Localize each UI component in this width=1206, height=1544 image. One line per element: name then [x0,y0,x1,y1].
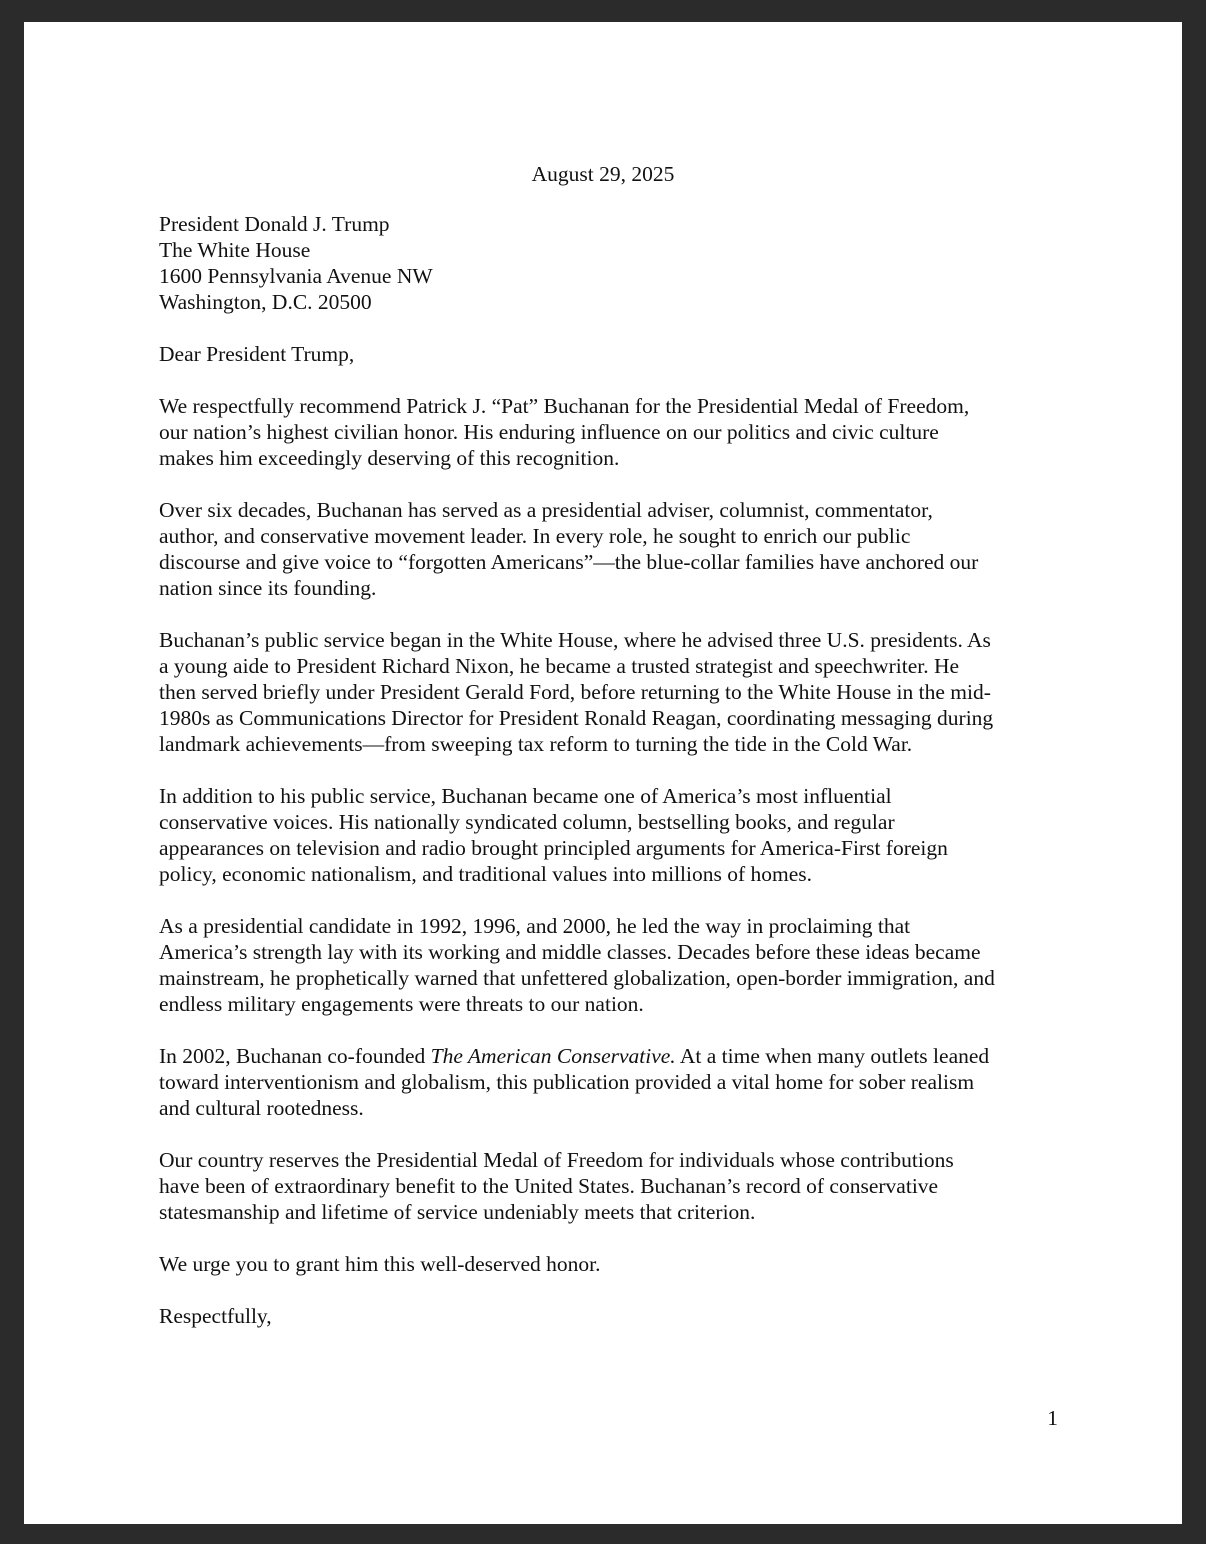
paragraph-line: toward interventionism and globalism, this publication provided a vital home for sober realism [159,1070,975,1094]
paragraph-line: appearances on television and radio brought principled arguments for America-First foreign [159,836,948,860]
paragraph-line: 1980s as Communications Director for President Ronald Reagan, coordinating messaging during [159,706,994,730]
paragraph-line [159,1043,1059,1069]
paragraph-4 [159,783,1059,887]
paragraph-line: As a presidential candidate in 1992, 1996, and 2000, he led the way in proclaiming that [159,914,911,938]
paragraph-line: We urge you to grant him this well-deserved honor. [159,1252,601,1276]
paragraph-2 [159,497,1059,601]
paragraph-text: At a time when many outlets leaned [675,1044,990,1068]
paragraph-line: Over six decades, Buchanan has served as a presidential adviser, columnist, commentator, [159,498,933,522]
letter-date: August 29, 2025 [531,162,675,186]
paragraph-line: Buchanan’s public service began in the White House, where he advised three U.S. presidents. As [159,628,991,652]
paragraph-line: landmark achievements—from sweeping tax reform to turning the tide in the Cold War. [159,732,913,756]
paragraph-line: discourse and give voice to “forgotten Americans”—the blue-collar families have anchored our [159,550,979,574]
paragraph-line: and cultural rootedness. [159,1096,364,1120]
paragraph-line: author, and conservative movement leader. In every role, he sought to enrich our public [159,524,911,548]
paragraph-line: mainstream, he prophetically warned that unfettered globalization, open-border immigration, and [159,966,995,990]
salutation: Dear President Trump, [159,342,355,366]
paragraph-8 [159,1251,1059,1277]
paragraph-line: policy, economic nationalism, and traditional values into millions of homes. [159,862,813,886]
paragraph-line: America’s strength lay with its working and middle classes. Decades before these ideas became [159,940,981,964]
address-line: Washington, D.C. 20500 [159,290,372,314]
paragraph-line: makes him exceedingly deserving of this recognition. [159,446,620,470]
paragraph-1 [159,393,1059,471]
paragraph-5 [159,913,1059,1017]
paragraph-line: then served briefly under President Gerald Ford, before returning to the White House in the mid- [159,680,991,704]
paragraph-3 [159,627,1059,757]
address-line: 1600 Pennsylvania Avenue NW [159,264,433,288]
letter-page [24,22,1182,1524]
publication-title: The American Conservative. [430,1044,676,1068]
letter-body [159,211,1059,1329]
page-number: 1 [1047,1406,1058,1430]
paragraph-line: statesmanship and lifetime of service undeniably meets that criterion. [159,1200,756,1224]
paragraph-7 [159,1147,1059,1225]
paragraph-line: our nation’s highest civilian honor. His enduring influence on our politics and civic culture [159,420,939,444]
paragraph-line: Our country reserves the Presidential Medal of Freedom for individuals whose contributions [159,1148,954,1172]
recipient-address [159,211,1059,315]
paragraph-line: have been of extraordinary benefit to the United States. Buchanan’s record of conservative [159,1174,939,1198]
paragraph-text: In 2002, Buchanan co-founded [159,1044,431,1068]
paragraph-line: In addition to his public service, Buchanan became one of America’s most influential [159,784,892,808]
paragraph-6 [159,1043,1059,1121]
address-line: President Donald J. Trump [159,212,390,236]
closing: Respectfully, [159,1304,272,1328]
paragraph-line: endless military engagements were threats to our nation. [159,992,644,1016]
paragraph-line: a young aide to President Richard Nixon, he became a trusted strategist and speechwriter. He [159,654,960,678]
paragraph-line: conservative voices. His nationally syndicated column, bestselling books, and regular [159,810,895,834]
paragraph-line: We respectfully recommend Patrick J. “Pat” Buchanan for the Presidential Medal of Freedom, [159,394,970,418]
address-line: The White House [159,238,311,262]
paragraph-line: nation since its founding. [159,576,377,600]
